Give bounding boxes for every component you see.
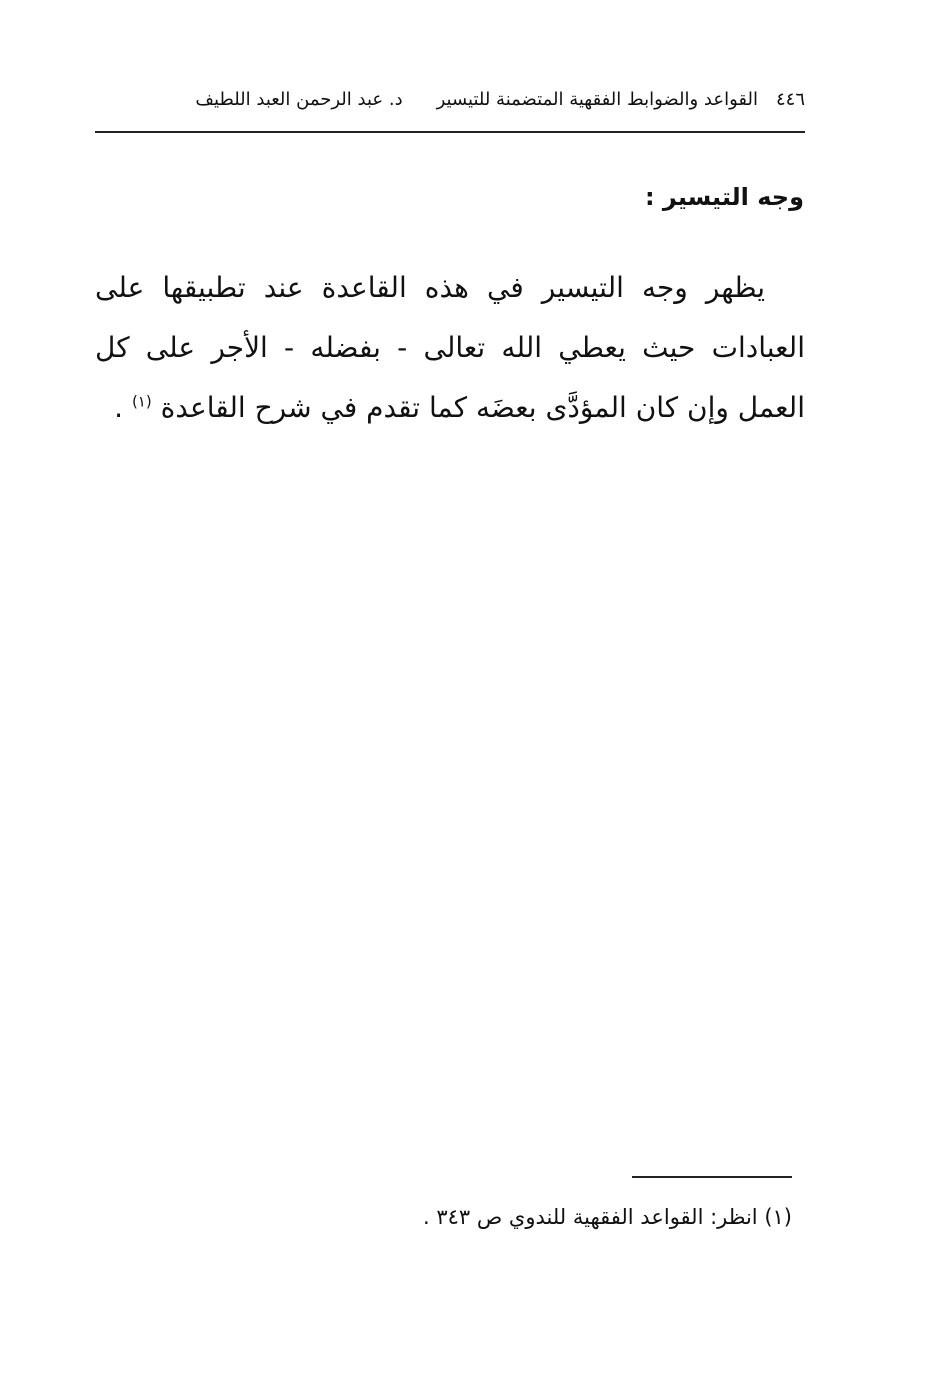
section-heading: وجه التيسير : (644, 183, 804, 211)
paragraph-text: يظهر وجه التيسير في هذه القاعدة عند تطبيقها على العبادات حيث يعطي الله تعالى - بفضله - الأجر على كل العمل وإن كان المؤدَّى بعضَه كما تقدم في شرح القاعدة (95, 271, 805, 424)
book-title: القواعد والضوابط الفقهية المتضمنة للتيسير (436, 88, 758, 110)
header-divider (95, 131, 805, 133)
page-number: ٤٤٦ (775, 88, 805, 110)
footnote-reference: (١) (131, 392, 152, 411)
body-paragraph (95, 258, 805, 438)
footnote-divider (632, 1176, 792, 1178)
footnote: (١) انظر: القواعد الفقهية للندوي ص ٣٤٣ . (422, 1205, 792, 1229)
running-header (95, 82, 805, 116)
paragraph-end: . (114, 391, 132, 424)
author-name: د. عبد الرحمن العبد اللطيف (195, 88, 403, 110)
